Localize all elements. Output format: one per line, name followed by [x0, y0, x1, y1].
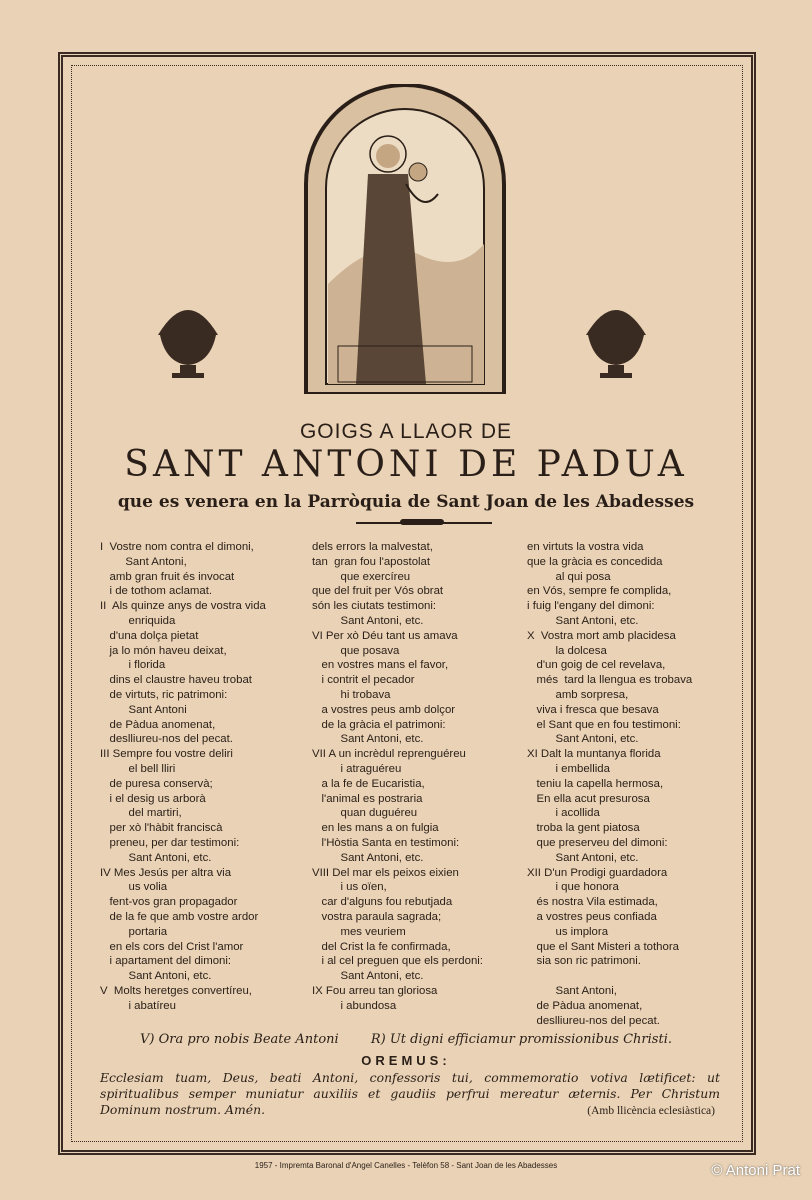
verse-line: Sant Antoni, etc.: [527, 851, 639, 864]
verse-line: V Molts heretges convertíreu,: [100, 984, 252, 997]
verse-line: de Pàdua anomenat,: [100, 718, 216, 731]
verse-line: i de tothom aclamat.: [100, 585, 213, 598]
verse-line: IX Fou arreu tan gloriosa: [312, 984, 438, 997]
title-main: SANT ANTONI DE PADUA: [124, 444, 688, 485]
verse-line: VI Per xò Déu tant us amava: [312, 629, 458, 642]
verse-line: i embellida: [527, 762, 610, 775]
verse-line: viva i fresca que besava: [527, 703, 659, 716]
verse-line: Sant Antoni,: [100, 555, 187, 568]
verse-line: quan duguéreu: [312, 807, 418, 820]
verse-line: sia son ric patrimoni.: [527, 955, 641, 968]
verse-line: VII A un incrèdul reprenguéreu: [312, 748, 466, 761]
verse-line: a vostres peus confiada: [527, 910, 657, 923]
verse-line: de Pàdua anomenat,: [527, 999, 643, 1012]
verse-line: IV Mes Jesús per altra via: [100, 866, 232, 879]
verse-line: que preserveu del dimoni:: [527, 836, 668, 849]
response: R) Ut digni efficiamur promissionibus Christi.: [370, 1032, 672, 1047]
verse-line: Sant Antoni, etc.: [527, 733, 639, 746]
verse-line: en Vós, sempre fe complida,: [527, 585, 672, 598]
verse-line: amb sorpresa,: [527, 688, 629, 701]
verse-line: i acollida: [527, 807, 600, 820]
verse-line: que posava: [312, 644, 400, 657]
verse-line: més tard la llengua es trobava: [527, 674, 693, 687]
title-line-1: GOIGS A LLAOR DE: [299, 420, 513, 443]
verse-line: i atraguéreu: [312, 762, 402, 775]
verse-line: II Als quinze anys de vostra vida: [100, 600, 266, 613]
verse-line: i apartament del dimoni:: [100, 955, 232, 968]
verse-line: a vostres peus amb dolçor: [312, 703, 456, 716]
verse-line: vostra paraula sagrada;: [312, 910, 442, 923]
stanza: [100, 747, 305, 865]
verse-line: de la gràcia el patrimoni:: [312, 718, 446, 731]
verse-column-3: [527, 540, 732, 1028]
verse-line: portaria: [100, 925, 168, 938]
stanza: [527, 540, 732, 629]
verse-line: del Crist la fe confirmada,: [312, 940, 451, 953]
stanza: [100, 540, 305, 599]
ecclesiastical-license: (Amb llicència eclesiàstica): [587, 1105, 715, 1117]
verse-line: i abundosa: [312, 999, 397, 1012]
verse-line: XII D'un Prodigi guardadora: [527, 866, 668, 879]
verse-line: són les ciutats testimoni:: [312, 600, 437, 613]
verse-line: deslliureu-nos del pecat.: [100, 733, 233, 746]
verse-line: d'una dolça pietat: [100, 629, 199, 642]
verse-column-1: [100, 540, 305, 1014]
flower-vase-left-icon: [138, 285, 238, 385]
verse-line: de puresa conservà;: [100, 777, 213, 790]
verse-line: [527, 969, 732, 984]
verse-line: a la fe de Eucaristia,: [312, 777, 425, 790]
verse-line: X Vostra mort amb placidesa: [527, 629, 676, 642]
verse-line: en vostres mans el favor,: [312, 659, 449, 672]
verse-line: amb gran fruit és invocat: [100, 570, 235, 583]
verse-line: en els cors del Crist l'amor: [100, 940, 244, 953]
verse-line: en virtuts la vostra vida: [527, 541, 644, 553]
verse-line: ja lo món haveu deixat,: [100, 644, 227, 657]
verse-line: tan gran fou l'apostolat: [312, 555, 431, 568]
stanza: [100, 599, 305, 747]
verse-line: del martiri,: [100, 807, 182, 820]
printer-footer: 1957 - Impremta Baronal d'Angel Canelles - Telèfon 58 - Sant Joan de les Abadesses: [254, 1161, 558, 1170]
verse-line: i al cel preguen que els perdoni:: [312, 955, 483, 968]
stanza: [100, 984, 305, 1014]
verse-line: deslliureu-nos del pecat.: [527, 1014, 660, 1027]
verse-line: Sant Antoni, etc.: [527, 614, 639, 627]
verse-line: el bell lliri: [100, 762, 176, 775]
verse-line: car d'alguns fou rebutjada: [312, 896, 453, 909]
verse-line: i florida: [100, 659, 166, 672]
verse-line: i fuig l'engany del dimoni:: [527, 600, 655, 613]
verse-line: dins el claustre haveu trobat: [100, 674, 252, 687]
verse-line: és nostra Vila estimada,: [527, 896, 658, 909]
verse-line: fent-vos gran propagador: [100, 896, 238, 909]
verse-line: i el desig us arborà: [100, 792, 206, 805]
verse-line: III Sempre fou vostre deliri: [100, 748, 233, 761]
verse-line: Sant Antoni, etc.: [100, 851, 212, 864]
title-divider-ornament: [400, 519, 444, 525]
verse-line: hi trobava: [312, 688, 391, 701]
verse-line: la dolcesa: [527, 644, 607, 657]
stanza: [527, 747, 732, 865]
closing-prayer: Ecclesiam tuam, Deus, beati Antoni, confessoris tui, commemoratio votiva lætificet: ut spiritualibus semper muniatur auxiliis et gaudiis perfrui mereatur æternis. Per Christum Dominum nostrum. Amén.: [100, 1070, 720, 1117]
verse-line: XI Dalt la muntanya florida: [527, 748, 661, 761]
verse-line: dels errors la malvestat,: [312, 541, 433, 553]
verse-line: Sant Antoni, etc.: [312, 970, 424, 983]
stanza: [100, 866, 305, 984]
copyright-watermark: © Antoni Prat: [711, 1162, 800, 1179]
verse-line: us implora: [527, 925, 609, 938]
verse-line: d'un goig de cel revelava,: [527, 659, 666, 672]
verse-line: l'Hòstia Santa en testimoni:: [312, 836, 460, 849]
verse-line: en les mans a on fulgia: [312, 822, 439, 835]
verse-line: mes veuriem: [312, 925, 406, 938]
verse-line: us volia: [100, 881, 168, 894]
verse-line: que exercíreu: [312, 570, 411, 583]
stanza: [312, 540, 522, 629]
verse-line: I Vostre nom contra el dimoni,: [100, 541, 254, 553]
stanza: [312, 747, 522, 865]
verse-line: per xò l'hàbit franciscà: [100, 822, 223, 835]
stanza: [527, 629, 732, 747]
verse-line: que la gràcia es concedida: [527, 555, 663, 568]
verse-line: al qui posa: [527, 570, 611, 583]
verse-line: En ella acut presurosa: [527, 792, 650, 805]
title-subtitle: que es venera en la Parròquia de Sant Joan de les Abadesses: [117, 492, 695, 512]
stanza: [312, 984, 522, 1014]
saint-anthony-illustration: [298, 84, 512, 394]
verse-line: troba la gent piatosa: [527, 822, 640, 835]
verse-line: Sant Antoni, etc.: [312, 614, 424, 627]
verse-line: teniu la capella hermosa,: [527, 777, 664, 790]
verse-line: Sant Antoni,: [527, 984, 617, 997]
verse-line: i que honora: [527, 881, 619, 894]
flower-vase-right-icon: [566, 285, 666, 385]
verse-column-2: [312, 540, 522, 1014]
stanza: [312, 629, 522, 747]
verse-line: Sant Antoni, etc.: [100, 970, 212, 983]
verse-line: l'animal es postraria: [312, 792, 423, 805]
verse-line: i us oïen,: [312, 881, 387, 894]
verse-line: VIII Del mar els peixos eixien: [312, 866, 459, 879]
verse-line: Sant Antoni, etc.: [312, 851, 424, 864]
verse-line: de virtuts, ric patrimoni:: [100, 688, 228, 701]
verse-line: que del fruit per Vós obrat: [312, 585, 444, 598]
verse-line: de la fe que amb vostre ardor: [100, 910, 259, 923]
verse-line: Sant Antoni: [100, 703, 187, 716]
verse-line: i contrit el pecador: [312, 674, 415, 687]
stanza: [527, 866, 732, 1029]
oremus-heading: OREMUS:: [361, 1053, 451, 1068]
verse-line: enriquida: [100, 614, 176, 627]
verse-line: que el Sant Misteri a tothora: [527, 940, 679, 953]
verse-line: i abatíreu: [100, 999, 176, 1012]
versicle-response: [0, 1032, 812, 1047]
stanza: [312, 866, 522, 984]
verse-line: el Sant que en fou testimoni:: [527, 718, 681, 731]
versicle: V) Ora pro nobis Beate Antoni: [139, 1032, 339, 1047]
verse-line: preneu, per dar testimoni:: [100, 836, 240, 849]
verse-line: Sant Antoni, etc.: [312, 733, 424, 746]
